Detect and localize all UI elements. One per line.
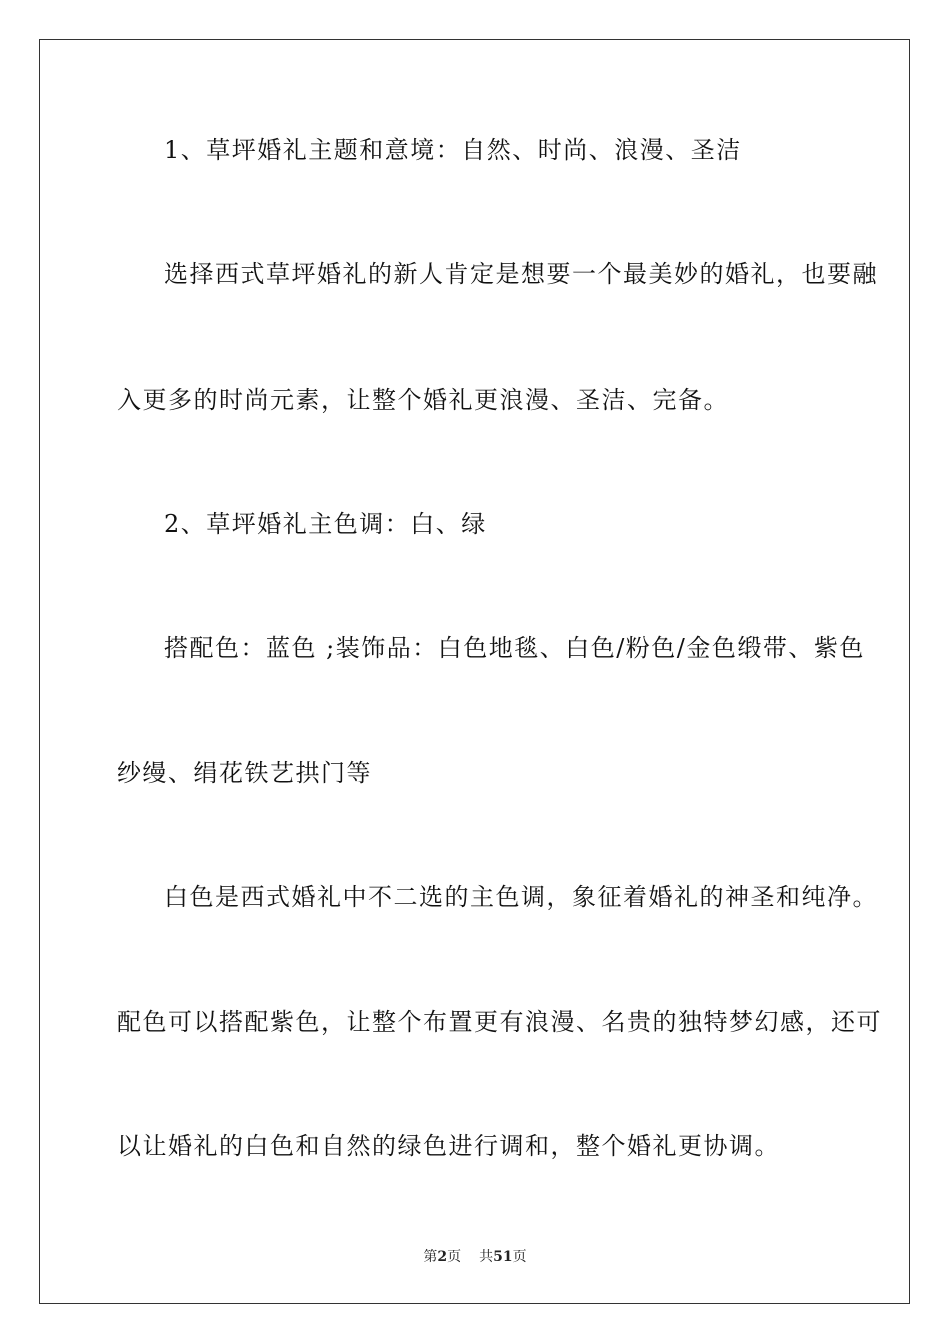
heading-color: 2、草坪婚礼主色调：白、绿: [164, 510, 487, 538]
paragraph-line: 搭配色：蓝色 ;装饰品：白色地毯、白色/粉色/金色缎带、紫色: [164, 634, 865, 662]
paragraph-line: 纱缦、绢花铁艺拱门等: [117, 759, 372, 787]
paragraph-line: 选择西式草坪婚礼的新人肯定是想要一个最美妙的婚礼，也要融: [164, 260, 878, 288]
page-current: 2: [437, 1249, 448, 1265]
page-footer: [0, 1246, 950, 1266]
total-prefix: 共: [479, 1249, 494, 1265]
paragraph-line: 入更多的时尚元素，让整个婚礼更浪漫、圣洁、完备。: [117, 386, 729, 414]
total-suffix: 页: [512, 1249, 527, 1265]
paragraph-line: 白色是西式婚礼中不二选的主色调，象征着婚礼的神圣和纯净。: [164, 883, 878, 911]
page-prefix: 第: [423, 1249, 438, 1265]
paragraph-line: 配色可以搭配紫色，让整个布置更有浪漫、名贵的独特梦幻感，还可: [117, 1008, 882, 1036]
page-total: 51: [493, 1249, 513, 1265]
paragraph-line: 以让婚礼的白色和自然的绿色进行调和，整个婚礼更协调。: [117, 1132, 780, 1160]
page-border: [39, 39, 910, 1304]
page-suffix: 页: [447, 1249, 462, 1265]
heading-theme: 1、草坪婚礼主题和意境：自然、时尚、浪漫、圣洁: [164, 136, 742, 164]
